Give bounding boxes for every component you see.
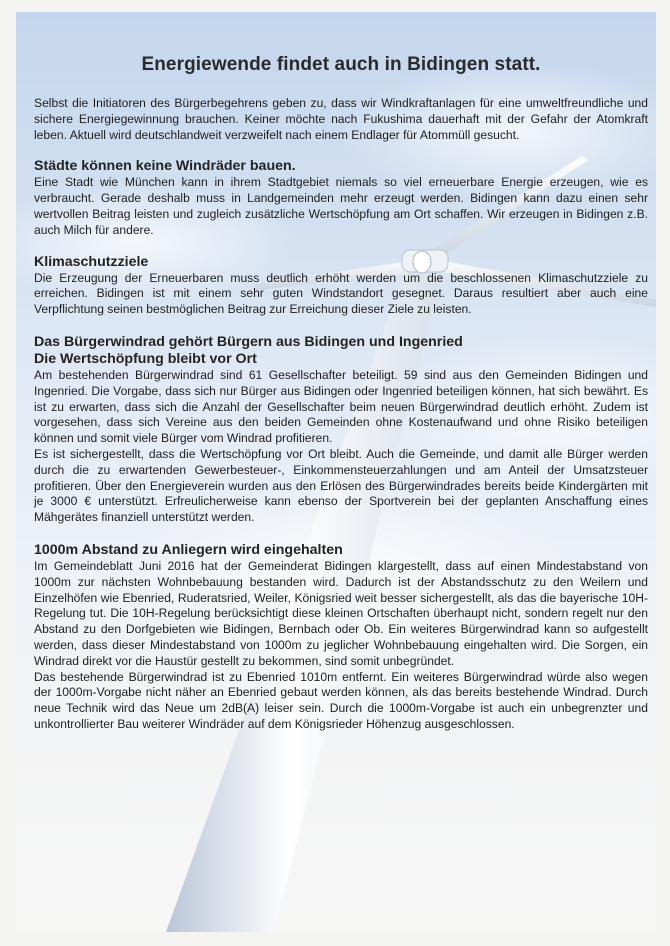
section-paragraph-gemeindeblatt: Im Gemeindeblatt Juni 2016 hat der Gemeinderat Bidingen klargestellt, dass auf einen Mindestabstand von 1000m zur nächsten Wohnbebauung bestanden wird. Dadurch ist der Abstandsschutz zu den Weilern und Einzelhöfen wie Ebenried, Ruderatsried, Weiler, Königsried weit besser sichergestellt, als das die bayerische 10H-Regelung tut. Die 10H-Regelung berücksichtigt diese kleinen Ortschaften überhaupt nicht, sondern regelt nur den Abstand zu den Dorfgebieten wie Bidingen, Bernbach oder Ob. Ein weiteres Bürgerwindrad kann so aufgestellt werden, dass dieser Mindestabstand von 1000m zu jeglicher Wohnbebauung eingehalten wird. Die Sorgen, ein Windrad direkt vor die Haustür gestellt zu bekommen, sind somit unbegründet. (34, 558, 648, 668)
section-heading-staedte: Städte können keine Windräder bauen. (34, 158, 296, 175)
intro-paragraph: Selbst die Initiatoren des Bürgerbegehrens geben zu, dass wir Windkraftanlagen für eine umweltfreundliche und sichere Energiegewinnung brauchen. Keiner möchte nach Fukushima dauerhaft mit der Gefahr der Atomkraft leben. Aktuell wird deutschlandweit verzweifelt nach einem Endlager für Atommüll gesucht. (34, 96, 648, 142)
flyer-content (34, 54, 648, 733)
flyer-page (16, 12, 656, 932)
section-paragraph-wertschoepfung: Es ist sichergestellt, dass die Wertschöpfung vor Ort bleibt. Auch die Gemeinde, und damit alle Bürger werden durch die zu erwartenden Gewerbesteuer-, Einkommensteuerzahlungen und am Anteil der Umsatzsteuer profitieren. Über den Energieverein wurden aus den Erlösen des Bürgerwindrades bereits beide Kindergärten mit je 3000 € unterstützt. Erfreulicherweise kann ebenso der Sportverein bei der geplanten Anschaffung eines Mähgerätes finanziell unterstützt werden. (34, 446, 648, 525)
section-paragraph-staedte: Eine Stadt wie München kann in ihrem Stadtgebiet niemals so viel erneuerbare Energie erzeugen, wie es verbraucht. Gerade deshalb muss in Landgemeinden mehr erzeugt werden. Bidingen kann dazu einen sehr wertvollen Beitrag leisten und zugleich zusätzliche Wertschöpfung am Ort schaffen. Wir erzeugen in Bidingen z.B. auch Milch für andere. (34, 175, 648, 237)
section-paragraph-gesellschafter: Am bestehenden Bürgerwindrad sind 61 Gesellschafter beteiligt. 59 sind aus den Gemeinden Bidingen und Ingenried. Die Vorgabe, dass sich nur Bürger aus Bidingen oder Ingenried beteiligen können, hat sich bewährt. Es ist zu erwarten, dass sich die Anzahl der Gesellschafter beim neuen Bürgerwindrad deutlich erhöht. Zudem ist vorgesehen, dass sich Vereine aus den beiden Gemeinden ohne Kostenaufwand und ohne Risiko beteiligen können und somit viele Bürger vom Windrad profitieren. (34, 367, 648, 446)
section-heading-buergerwindrad: Das Bürgerwindrad gehört Bürgern aus Bidingen und Ingenried (34, 333, 463, 350)
section-paragraph-ebenried: Das bestehende Bürgerwindrad ist zu Ebenried 1010m entfernt. Ein weiteres Bürgerwindrad würde also wegen der 1000m-Vorgabe nicht näher an Ebenried gebaut werden können, als das bereits bestehende Windrad. Durch neue Technik wird das Neue um 2dB(A) leiser sein. Durch die 1000m-Vorgabe ist auch ein unbegrenzter und unkontrollierter Bau weiterer Windräder auf dem Königsrieder Höhenzug ausgeschlossen. (34, 669, 648, 731)
section-subheading-wertschoepfung: Die Wertschöpfung bleibt vor Ort (34, 350, 257, 367)
section-paragraph-klimaschutz: Die Erzeugung der Erneuerbaren muss deutlich erhöht werden um die beschlossenen Klimaschutzziele zu erreichen. Bidingen ist mit einem sehr guten Windstandort gesegnet. Daraus resultiert aber auch eine Verpflichtung seinen bestmöglichen Beitrag zur Erreichung dieser Ziele zu leisten. (34, 270, 648, 317)
section-heading-abstand: 1000m Abstand zu Anliegern wird eingehalten (34, 541, 343, 558)
section-heading-klimaschutz: Klimaschutzziele (34, 253, 149, 270)
page-title: Energiewende findet auch in Bidingen statt. (141, 54, 541, 75)
